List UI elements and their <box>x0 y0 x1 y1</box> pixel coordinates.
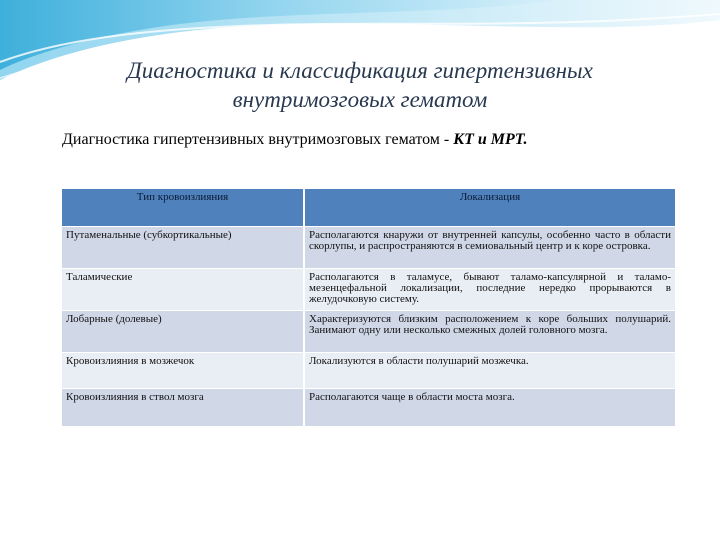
hemorrhage-classification-table <box>62 189 677 426</box>
cell-location: Характеризуются близким расположением к коре больших полушарий. Занимают одну или несколько смежных долей головного мозга. <box>304 311 676 353</box>
header-type: Тип кровоизлияния <box>62 189 304 227</box>
table-row <box>62 311 676 353</box>
slide-subtitle <box>62 131 702 149</box>
cell-location: Располагаются в таламусе, бывают таламо-капсулярной и таламо-мезенцефальной локализации, последние нередко прорываются в желудочковую систему. <box>304 269 676 311</box>
table-row <box>62 269 676 311</box>
cell-type: Кровоизлияния в ствол мозга <box>62 389 304 427</box>
title-line-2: внутримозговых гематом <box>232 87 488 112</box>
cell-location: Располагаются кнаружи от внутренней капсулы, особенно часто в области скорлупы, и распространяются в семиовальный центр и к коре островка. <box>304 227 676 269</box>
cell-type: Кровоизлияния в мозжечок <box>62 353 304 389</box>
table-row <box>62 227 676 269</box>
cell-type: Таламические <box>62 269 304 311</box>
cell-location: Локализуются в области полушарий мозжечка. <box>304 353 676 389</box>
cell-location: Располагаются чаще в области моста мозга. <box>304 389 676 427</box>
cell-type: Лобарные (долевые) <box>62 311 304 353</box>
header-location: Локализация <box>304 189 676 227</box>
slide-title <box>40 56 680 114</box>
table-row <box>62 389 676 427</box>
table-row <box>62 353 676 389</box>
subtitle-emphasis: КТ и МРТ. <box>453 131 528 148</box>
table-header-row <box>62 189 676 227</box>
cell-type: Путаменальные (субкортикальные) <box>62 227 304 269</box>
title-line-1: Диагностика и классификация гипертензивных <box>127 58 593 83</box>
subtitle-text: Диагностика гипертензивных внутримозговых гематом - <box>62 131 454 148</box>
